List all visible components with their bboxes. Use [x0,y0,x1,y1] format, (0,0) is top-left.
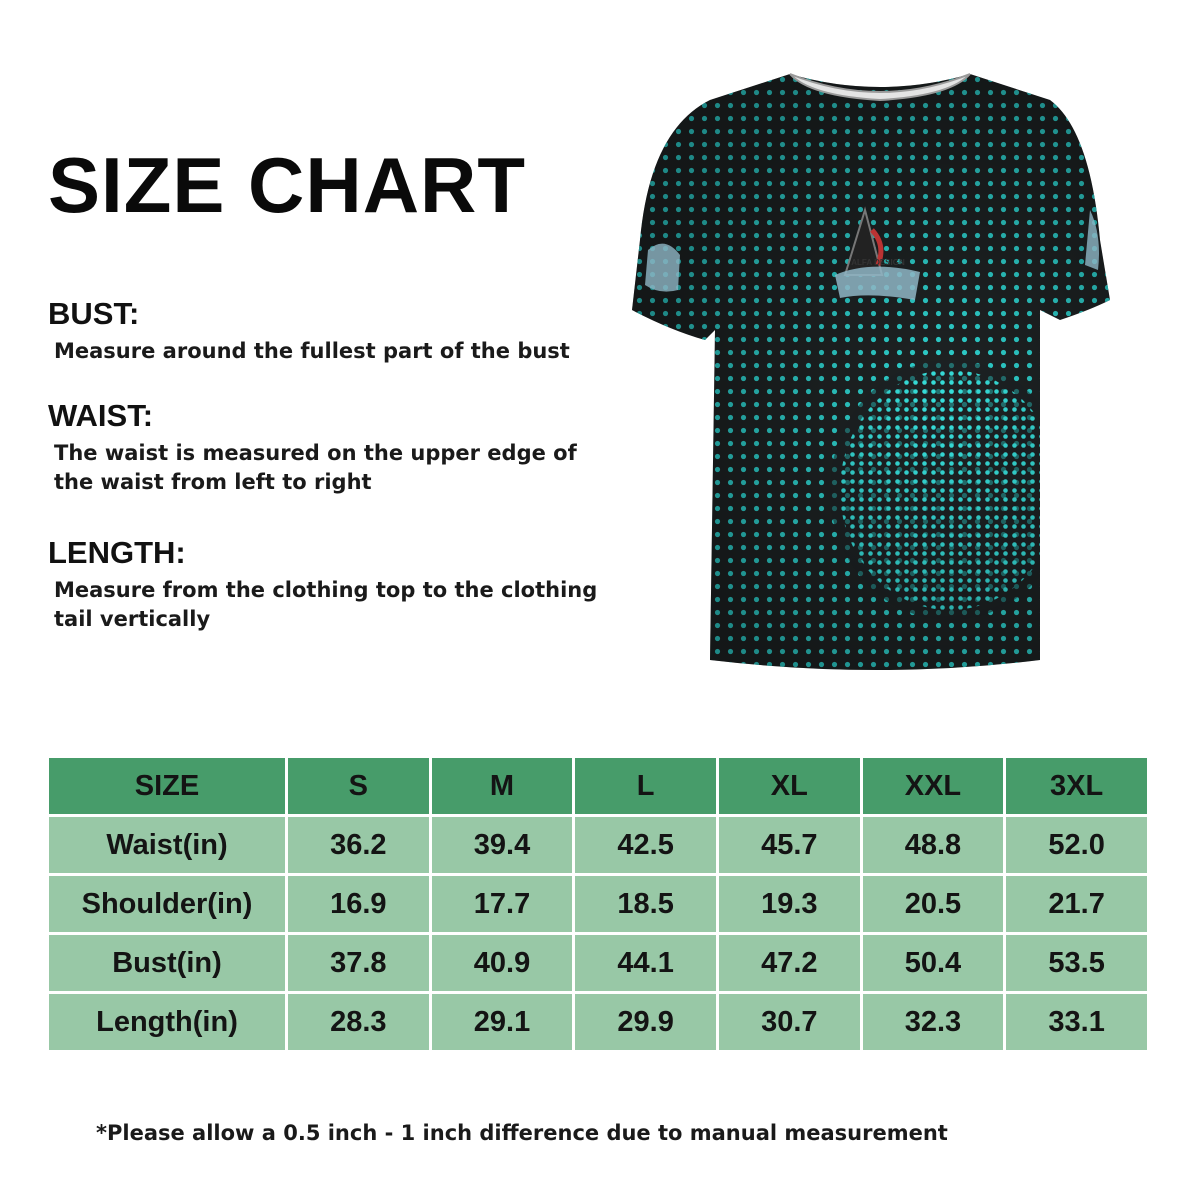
bust-heading: BUST: [48,296,140,331]
measurement-note: *Please allow a 0.5 inch - 1 inch difference due to manual measurement [96,1121,948,1145]
waist-section [48,400,608,497]
column-header: M [432,758,573,814]
column-header: 3XL [1006,758,1147,814]
table-cell: 40.9 [432,935,573,991]
row-label: Waist(in) [49,817,285,873]
size-table [46,755,1150,1053]
bust-description: Measure around the fullest part of the bust [54,339,570,363]
length-heading: LENGTH: [48,535,186,570]
row-label: Shoulder(in) [49,876,285,932]
length-section [48,537,608,634]
waist-description: The waist is measured on the upper edge of the waist from left to right [54,441,577,494]
table-cell: 30.7 [719,994,860,1050]
table-cell: 16.9 [288,876,429,932]
column-header: XL [719,758,860,814]
table-row [49,876,1147,932]
row-label: Length(in) [49,994,285,1050]
table-row [49,935,1147,991]
product-image [620,60,1140,680]
table-cell: 20.5 [863,876,1004,932]
column-header: S [288,758,429,814]
table-row [49,817,1147,873]
table-cell: 42.5 [575,817,716,873]
column-header: XXL [863,758,1004,814]
column-header: SIZE [49,758,285,814]
table-row [49,994,1147,1050]
tshirt-icon [620,60,1140,680]
table-cell: 33.1 [1006,994,1147,1050]
table-cell: 37.8 [288,935,429,991]
table-cell: 19.3 [719,876,860,932]
column-header: L [575,758,716,814]
table-cell: 29.9 [575,994,716,1050]
svg-text:ALFA DESIGN: ALFA DESIGN [851,258,905,267]
waist-heading: WAIST: [48,398,154,433]
length-description: Measure from the clothing top to the clothing tail vertically [54,578,598,631]
row-label: Bust(in) [49,935,285,991]
table-header-row [49,758,1147,814]
table-cell: 44.1 [575,935,716,991]
table-cell: 21.7 [1006,876,1147,932]
table-cell: 47.2 [719,935,860,991]
page-title: SIZE CHART [48,141,526,229]
table-cell: 32.3 [863,994,1004,1050]
table-cell: 39.4 [432,817,573,873]
bust-section [48,298,608,366]
table-cell: 53.5 [1006,935,1147,991]
table-cell: 52.0 [1006,817,1147,873]
table-cell: 18.5 [575,876,716,932]
table-cell: 48.8 [863,817,1004,873]
table-cell: 29.1 [432,994,573,1050]
table-cell: 50.4 [863,935,1004,991]
table-cell: 17.7 [432,876,573,932]
table-cell: 28.3 [288,994,429,1050]
table-cell: 45.7 [719,817,860,873]
table-cell: 36.2 [288,817,429,873]
